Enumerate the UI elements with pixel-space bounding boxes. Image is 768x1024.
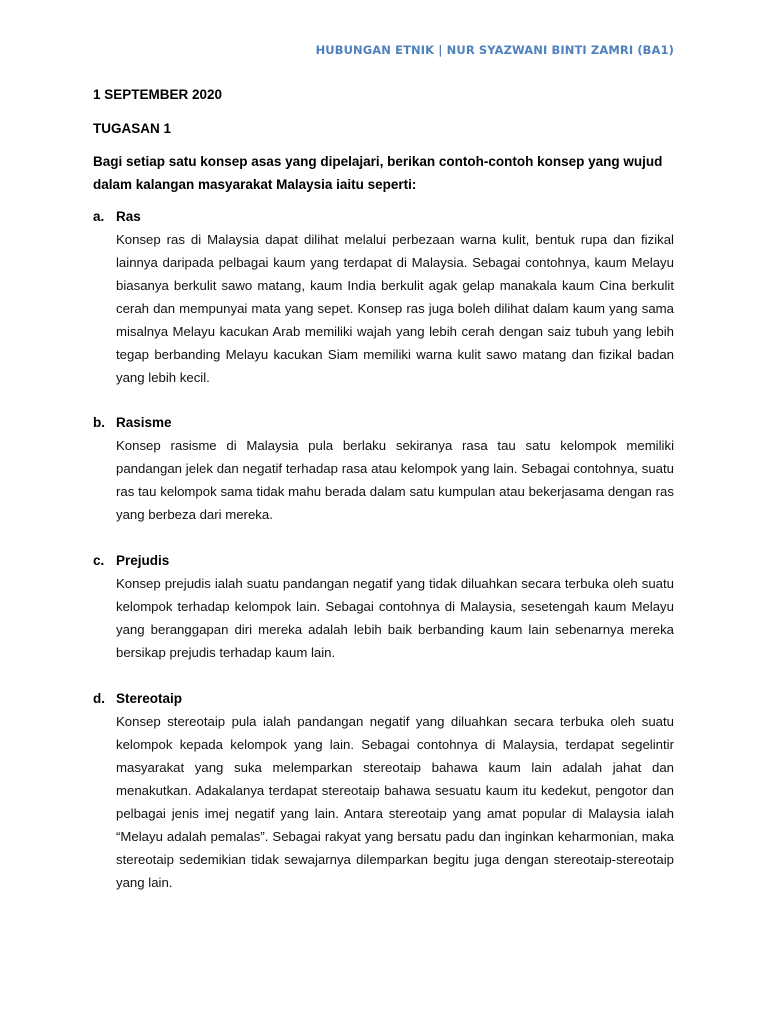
- section-letter: d.: [93, 691, 105, 706]
- section-title: Prejudis: [116, 553, 170, 568]
- section-letter: a.: [93, 209, 105, 224]
- section-rasisme: [93, 412, 674, 526]
- section-body: Konsep ras di Malaysia dapat dilihat melalui perbezaan warna kulit, bentuk rupa dan fizikal lainnya daripada pelbagai kaum yang terdapat di Malaysia. Sebagai contohnya, kaum Melayu biasanya berkulit sawo matang, kaum India berkulit agak gelap manakala kaum Cina berkulit cerah dan mempunyai mata yang sepet. Konsep ras juga boleh dilihat dalam kaum yang sama misalnya Melayu kacukan Arab memiliki wajah yang lebih cerah dengan saiz tubuh yang lebih tegap berbanding Melayu kacukan Siam memiliki warna kulit sawo matang dan fizikal badan yang lebih kecil.: [116, 232, 674, 385]
- section-letter: b.: [93, 415, 105, 430]
- section-title: Stereotaip: [116, 691, 183, 706]
- document-date: 1 SEPTEMBER 2020: [93, 87, 223, 102]
- section-stereotaip: [93, 688, 674, 894]
- section-letter: c.: [93, 553, 105, 568]
- section-title: Ras: [116, 209, 141, 224]
- section-heading: [93, 688, 674, 710]
- section-ras: [93, 206, 674, 389]
- section-title: Rasisme: [116, 415, 172, 430]
- running-header: HUBUNGAN ETNIK | NUR SYAZWANI BINTI ZAMRI (BA1): [315, 43, 674, 57]
- section-body: Konsep stereotaip pula ialah pandangan negatif yang diluahkan secara terbuka oleh suatu kelompok kepada kelompok yang lain. Sebagai contohnya di Malaysia, terdapat segelintir masyarakat yang suka melemparkan stereotaip bahawa kaum lain adalah jahat dan menakutkan. Adakalanya terdapat stereotaip bahawa sesuatu kaum itu kedekut, pengotor dan pelbagai jenis imej negatif yang lain. Antara stereotaip yang amat popular di Malaysia ialah “Melayu adalah pemalas”. Sebagai rakyat yang bersatu padu dan inginkan keharmonian, maka stereotaip sedemikian tidak sewajarnya dilemparkan begitu juga dengan stereotaip-stereotaip yang lain.: [116, 714, 674, 890]
- section-heading: [93, 550, 674, 572]
- assignment-instruction: Bagi setiap satu konsep asas yang dipelajari, berikan contoh-contoh konsep yang wujud dalam kalangan masyarakat Malaysia iaitu seperti:: [93, 154, 663, 192]
- section-heading: [93, 206, 674, 228]
- section-heading: [93, 412, 674, 434]
- section-body: Konsep prejudis ialah suatu pandangan negatif yang tidak diluahkan secara terbuka oleh suatu kelompok terhadap kelompok lain. Sebagai contohnya di Malaysia, sesetengah kaum Melayu yang beranggapan diri mereka adalah lebih baik berbanding kaum lain sebenarnya mereka bersikap prejudis terhadap kaum lain.: [116, 576, 674, 660]
- assignment-title: TUGASAN 1: [93, 121, 172, 136]
- section-body: Konsep rasisme di Malaysia pula berlaku sekiranya rasa tau satu kelompok memiliki pandangan jelek dan negatif terhadap rasa atau kelompok yang lain. Sebagai contohnya, suatu ras tau kelompok sama tidak mahu berada dalam satu kumpulan atau bekerjasama dengan ras yang berbeza dari mereka.: [116, 438, 674, 522]
- section-prejudis: [93, 550, 674, 664]
